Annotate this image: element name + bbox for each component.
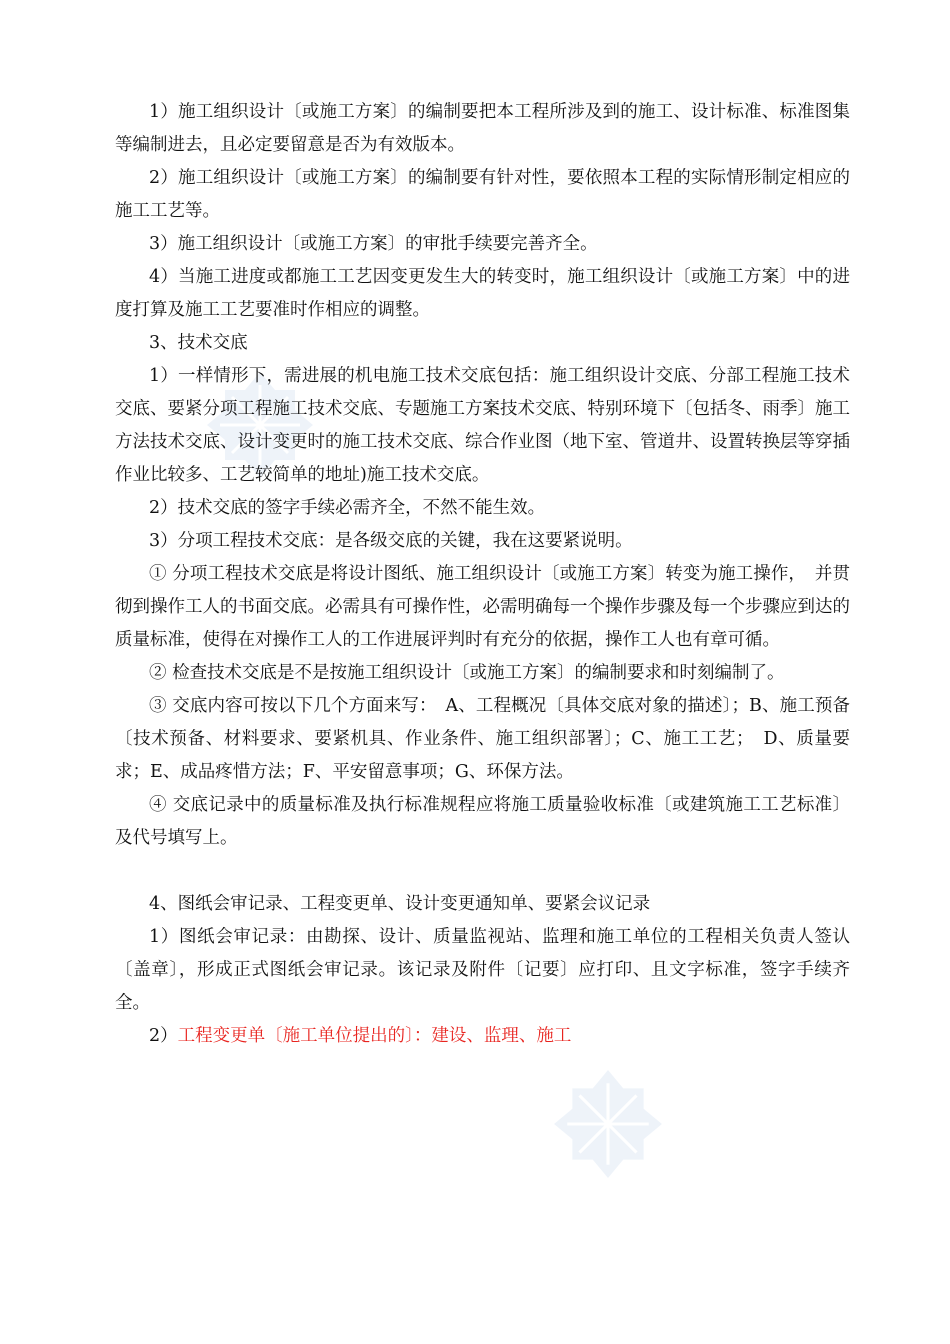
snowflake-logo-icon (552, 1068, 664, 1180)
section-heading: 3、技术交底 (149, 333, 248, 353)
paragraph: 3）施工组织设计〔或施工方案〕的审批手续要完善齐全。 (149, 234, 598, 254)
paragraph: 1）施工组织设计〔或施工方案〕的编制要把本工程所涉及到的施工、设计标准、标准图集等编制进去，且必定要留意是否为有效版本。 (115, 102, 850, 155)
paragraph: ① 分项工程技术交底是将设计图纸、施工组织设计〔或施工方案〕转变为施工操作， 并贯彻到操作工人的书面交底。必需具有可操作性，必需明确每一个操作步骤及每一个步骤应到达的质量标准，使得在对操作工人的工作进展评判时有充分的依据，操作工人也有章可循。 (115, 564, 850, 650)
paragraph-last (115, 1020, 850, 1053)
section-heading: 4、图纸会审记录、工程变更单、设计变更通知单、要紧会议记录 (149, 894, 651, 914)
paragraph: 2）施工组织设计〔或施工方案〕的编制要有针对性，要依照本工程的实际情形制定相应的施工工艺等。 (115, 168, 850, 221)
paragraph: 1）一样情形下，需进展的机电施工技术交底包括：施工组织设计交底、分部工程施工技术交底、要紧分项工程施工技术交底、专题施工方案技术交底、特别环境下〔包括冬、雨季〕施工方法技术交底、设计变更时的施工技术交底、综合作业图（地下室、管道井、设置转换层等穿插作业比较多、工艺较简单的地址)施工技术交底。 (115, 366, 850, 485)
paragraph-prefix: 2） (149, 1026, 178, 1046)
highlighted-text: 工程变更单〔施工单位提出的〕：建设、监理、施工 (177, 1026, 572, 1046)
paragraph: ② 检查技术交底是不是按施工组织设计〔或施工方案〕的编制要求和时刻编制了。 (149, 663, 785, 683)
blank-line (115, 855, 850, 888)
paragraph: 1）图纸会审记录：由勘探、设计、质量监视站、监理和施工单位的工程相关负责人签认〔盖章〕，形成正式图纸会审记录。该记录及附件〔记要〕应打印、且文字标准，签字手续齐全。 (115, 927, 850, 1013)
paragraph: 2）技术交底的签字手续必需齐全，不然不能生效。 (149, 498, 546, 518)
paragraph: ③ 交底内容可按以下几个方面来写： A、工程概况〔具体交底对象的描述〕；B、施工预备〔技术预备、材料要求、要紧机具、作业条件、施工组织部署〕；C、施工工艺； D、质量要求；E、成品疼惜方法；F、平安留意事项；G、环保方法。 (115, 696, 850, 782)
paragraph: ④ 交底记录中的质量标准及执行标准规程应将施工质量验收标准〔或建筑施工工艺标准〕及代号填写上。 (115, 795, 850, 848)
paragraph: 4）当施工进度或都施工工艺因变更发生大的转变时，施工组织设计〔或施工方案〕中的进度打算及施工工艺要准时作相应的调整。 (115, 267, 850, 320)
paragraph: 3）分项工程技术交底：是各级交底的关键，我在这要紧说明。 (149, 531, 633, 551)
document-body (115, 96, 850, 1053)
